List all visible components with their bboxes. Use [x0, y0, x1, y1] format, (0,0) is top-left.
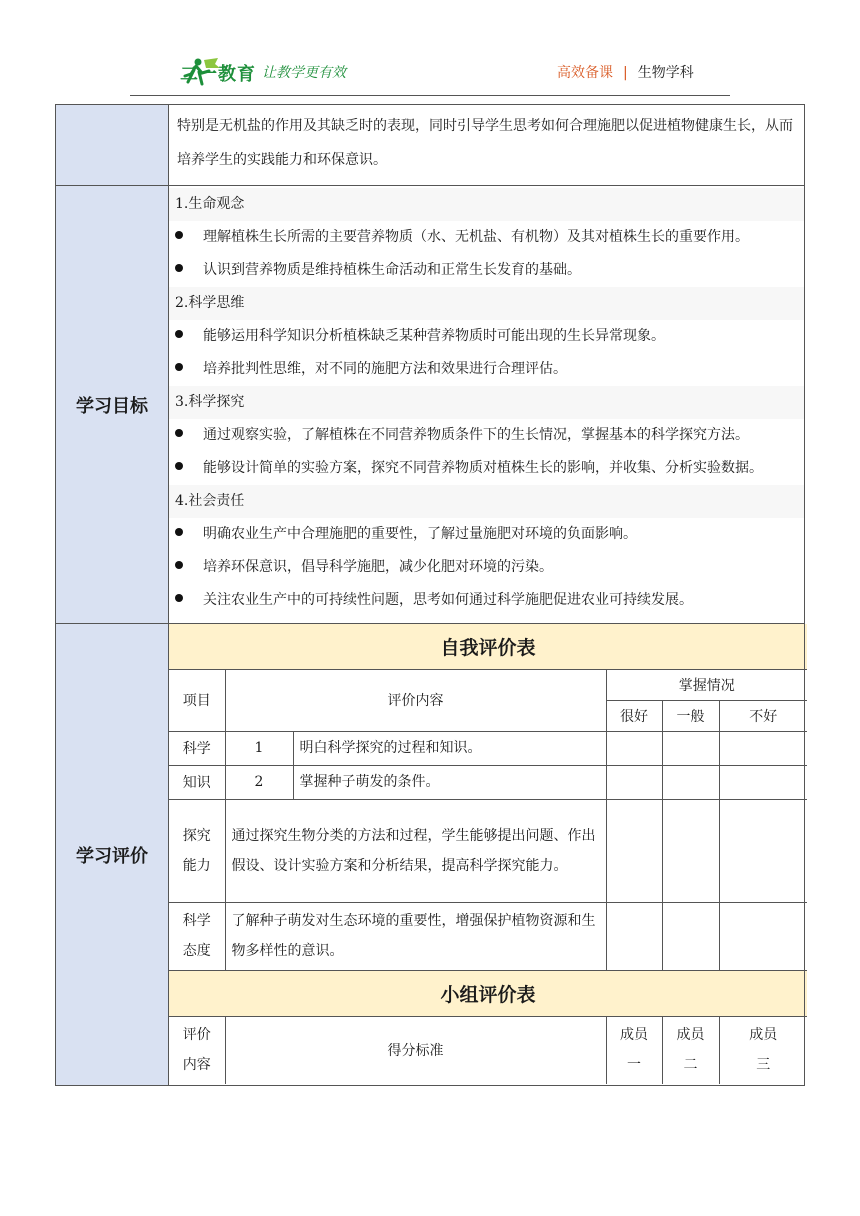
objective-item: 理解植株生长所需的主要营养物质（水、无机盐、有机物）及其对植株生长的重要作用。	[169, 221, 804, 254]
check-cell[interactable]	[606, 902, 662, 970]
check-cell[interactable]	[662, 765, 719, 799]
knowledge-item: 掌握种子萌发的条件。	[293, 765, 606, 799]
level-header: 一般	[662, 700, 719, 731]
objective-item: 培养批判性思维，对不同的施肥方法和效果进行合理评估。	[169, 353, 804, 386]
bullet-icon	[175, 363, 183, 371]
objectives-label: 学习目标	[56, 186, 169, 624]
slogan: 让教学更有效	[262, 65, 346, 81]
bullet-icon	[175, 330, 183, 338]
objectives-list	[169, 186, 805, 624]
check-cell[interactable]	[606, 731, 662, 765]
check-cell[interactable]	[606, 765, 662, 799]
objective-heading: 1.生命观念	[169, 188, 804, 221]
col-item-header: 项目	[169, 669, 225, 731]
group-evaluation-title: 小组评价表	[169, 970, 807, 1016]
col-mastery-header: 掌握情况	[606, 669, 807, 700]
evaluation-label: 学习评价	[56, 624, 169, 1086]
intro-label-cell	[56, 105, 169, 186]
level-header: 不好	[719, 700, 807, 731]
check-cell[interactable]	[662, 799, 719, 902]
intro-text: 特别是无机盐的作用及其缺乏时的表现，同时引导学生思考如何合理施肥以促进植物健康生长，从而培养学生的实践能力和环保意识。	[169, 105, 805, 186]
logo-text: 二一教育	[180, 64, 256, 85]
subject-label: 生物学科	[637, 65, 694, 81]
group-content-header: 评价 内容	[169, 1016, 225, 1084]
inquiry-text: 通过探究生物分类的方法和过程，学生能够提出问题、作出假设、设计实验方案和分析结果，提高科学探究能力。	[225, 799, 606, 902]
member-header: 成员 一	[606, 1016, 662, 1084]
objective-heading: 3.科学探究	[169, 386, 804, 419]
objective-item: 明确农业生产中合理施肥的重要性，了解过量施肥对环境的负面影响。	[169, 518, 804, 551]
objective-item: 通过观察实验，了解植株在不同营养物质条件下的生长情况，掌握基本的科学探究方法。	[169, 419, 804, 452]
bullet-icon	[175, 594, 183, 602]
evaluation-table	[169, 624, 807, 1084]
check-cell[interactable]	[719, 765, 807, 799]
lesson-table	[55, 104, 805, 1086]
row-number: 2	[225, 765, 293, 799]
level-header: 很好	[606, 700, 662, 731]
check-cell[interactable]	[719, 731, 807, 765]
objective-item: 认识到营养物质是维持植株生命活动和正常生长发育的基础。	[169, 254, 804, 287]
header-separator: |	[623, 65, 628, 81]
objective-item: 培养环保意识，倡导科学施肥，减少化肥对环境的污染。	[169, 551, 804, 584]
check-cell[interactable]	[606, 799, 662, 902]
row-number: 1	[225, 731, 293, 765]
member-header: 成员 二	[662, 1016, 719, 1084]
col-content-header: 评价内容	[225, 669, 606, 731]
header-right	[557, 62, 694, 82]
objective-item: 能够设计简单的实验方案，探究不同营养物质对植株生长的影响，并收集、分析实验数据。	[169, 452, 804, 485]
bullet-icon	[175, 561, 183, 569]
objective-item: 能够运用科学知识分析植株缺乏某种营养物质时可能出现的生长异常现象。	[169, 320, 804, 353]
objective-heading: 4.社会责任	[169, 485, 804, 518]
bullet-icon	[175, 231, 183, 239]
page-header	[0, 0, 860, 100]
attitude-text: 了解种子萌发对生态环境的重要性，增强保护植物资源和生物多样性的意识。	[225, 902, 606, 970]
self-evaluation-title: 自我评价表	[169, 624, 807, 669]
knowledge-item: 明白科学探究的过程和知识。	[293, 731, 606, 765]
bullet-icon	[175, 462, 183, 470]
bullet-icon	[175, 528, 183, 536]
attitude-label: 科学 态度	[169, 902, 225, 970]
inquiry-label: 探究 能力	[169, 799, 225, 902]
course-label: 高效备课	[557, 65, 613, 81]
knowledge-label-top: 科学	[169, 731, 225, 765]
check-cell[interactable]	[662, 902, 719, 970]
bullet-icon	[175, 429, 183, 437]
check-cell[interactable]	[719, 799, 807, 902]
check-cell[interactable]	[662, 731, 719, 765]
group-score-header: 得分标准	[225, 1016, 606, 1084]
evaluation-cell	[169, 624, 805, 1086]
check-cell[interactable]	[719, 902, 807, 970]
header-divider	[130, 95, 730, 96]
bullet-icon	[175, 264, 183, 272]
member-header: 成员 三	[719, 1016, 807, 1084]
knowledge-label-bottom: 知识	[169, 765, 225, 799]
objective-item: 关注农业生产中的可持续性问题，思考如何通过科学施肥促进农业可持续发展。	[169, 584, 804, 617]
objective-heading: 2.科学思维	[169, 287, 804, 320]
